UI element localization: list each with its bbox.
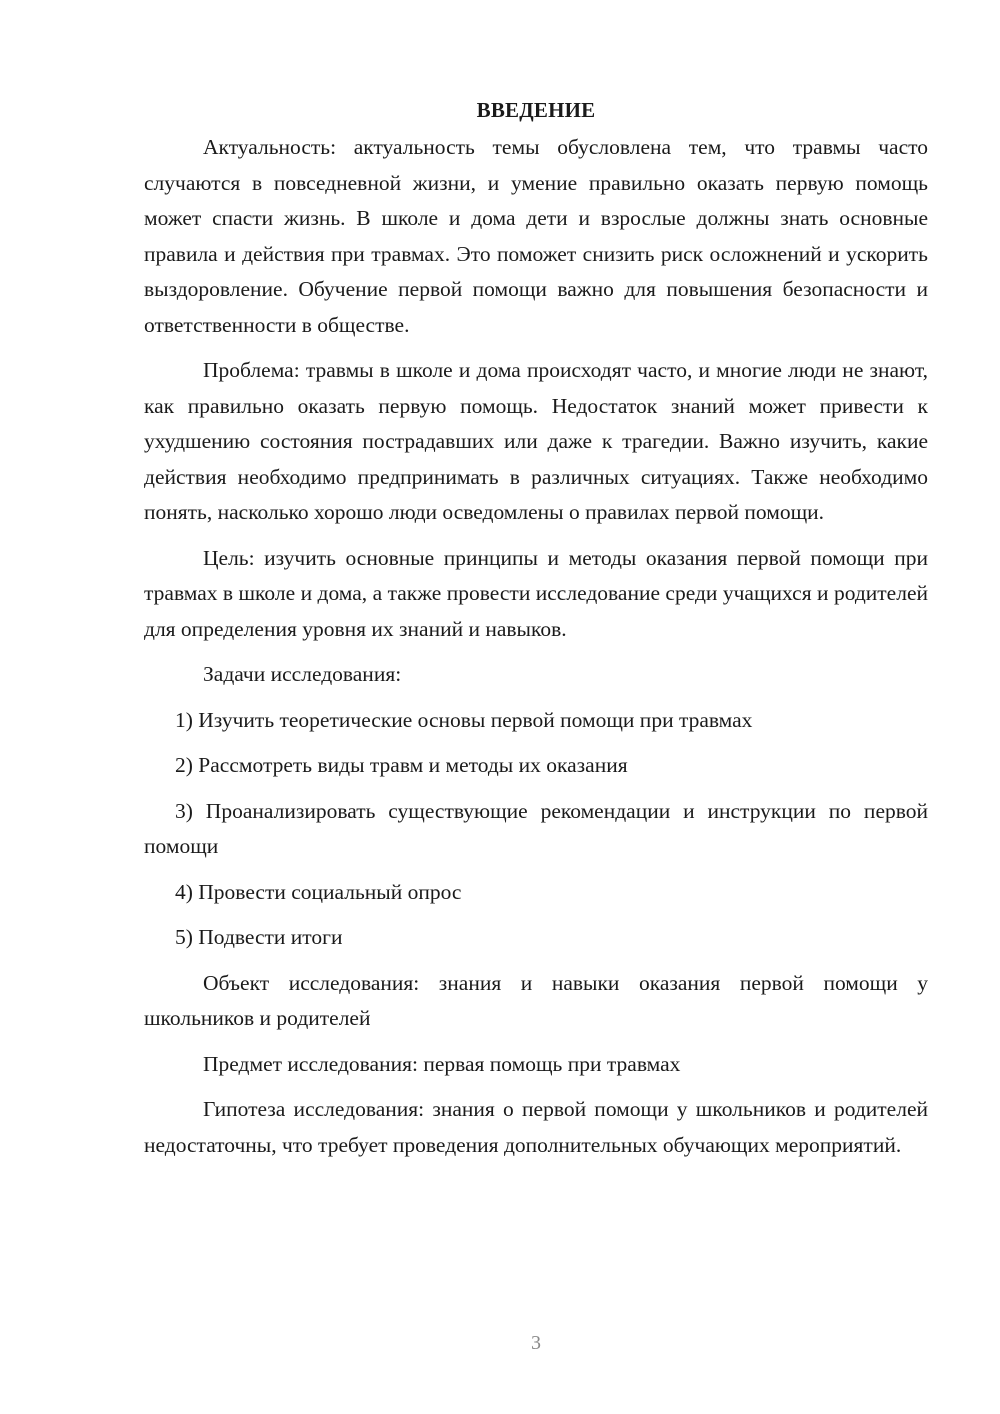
task-item-4: 4) Провести социальный опрос bbox=[175, 879, 462, 904]
page-number: 3 bbox=[531, 1332, 541, 1354]
hypothesis-paragraph: Гипотеза исследования: знания о первой помощи у школьников и родителей недостаточны, что требует проведения дополнительных обучающих мероприятий. bbox=[144, 1097, 928, 1157]
tasks-title: Задачи исследования: bbox=[203, 662, 402, 686]
problem-paragraph: Проблема: травмы в школе и дома происходят часто, и многие люди не знают, как правильно оказать первую помощь. Недостаток знаний может привести к ухудшению состояния пострадавших или даже к трагедии. Важно изучить, какие действия необходимо предпринимать в различных ситуациях. Также необходимо понять, насколько хорошо люди осведомлены о правилах первой помощи. bbox=[144, 358, 928, 524]
page-title: ВВЕДЕНИЕ bbox=[476, 98, 596, 122]
relevance-paragraph: Актуальность: актуальность темы обусловлена тем, что травмы часто случаются в повседневной жизни, и умение правильно оказать первую помощь может спасти жизнь. В школе и дома дети и взрослые должны знать основные правила и действия при травмах. Это поможет снизить риск осложнений и ускорить выздоровление. Обучение первой помощи важно для повышения безопасности и ответственности в обществе. bbox=[144, 135, 928, 337]
object-paragraph: Объект исследования: знания и навыки оказания первой помощи у школьников и родителей bbox=[144, 970, 928, 1030]
task-item-5: 5) Подвести итоги bbox=[175, 925, 343, 949]
task-item-1: 1) Изучить теоретические основы первой помощи при травмах bbox=[175, 707, 753, 732]
task-item-2: 2) Рассмотреть виды травм и методы их оказания bbox=[175, 753, 628, 777]
document-page bbox=[144, 92, 928, 1173]
task-item-3: 3) Проанализировать существующие рекомендации и инструкции по первой помощи bbox=[144, 798, 928, 858]
goal-paragraph: Цель: изучить основные принципы и методы оказания первой помощи при травмах в школе и дома, а также провести исследование среди учащихся и родителей для определения уровня их знаний и навыков. bbox=[144, 545, 928, 641]
subject-paragraph: Предмет исследования: первая помощь при травмах bbox=[203, 1051, 681, 1076]
